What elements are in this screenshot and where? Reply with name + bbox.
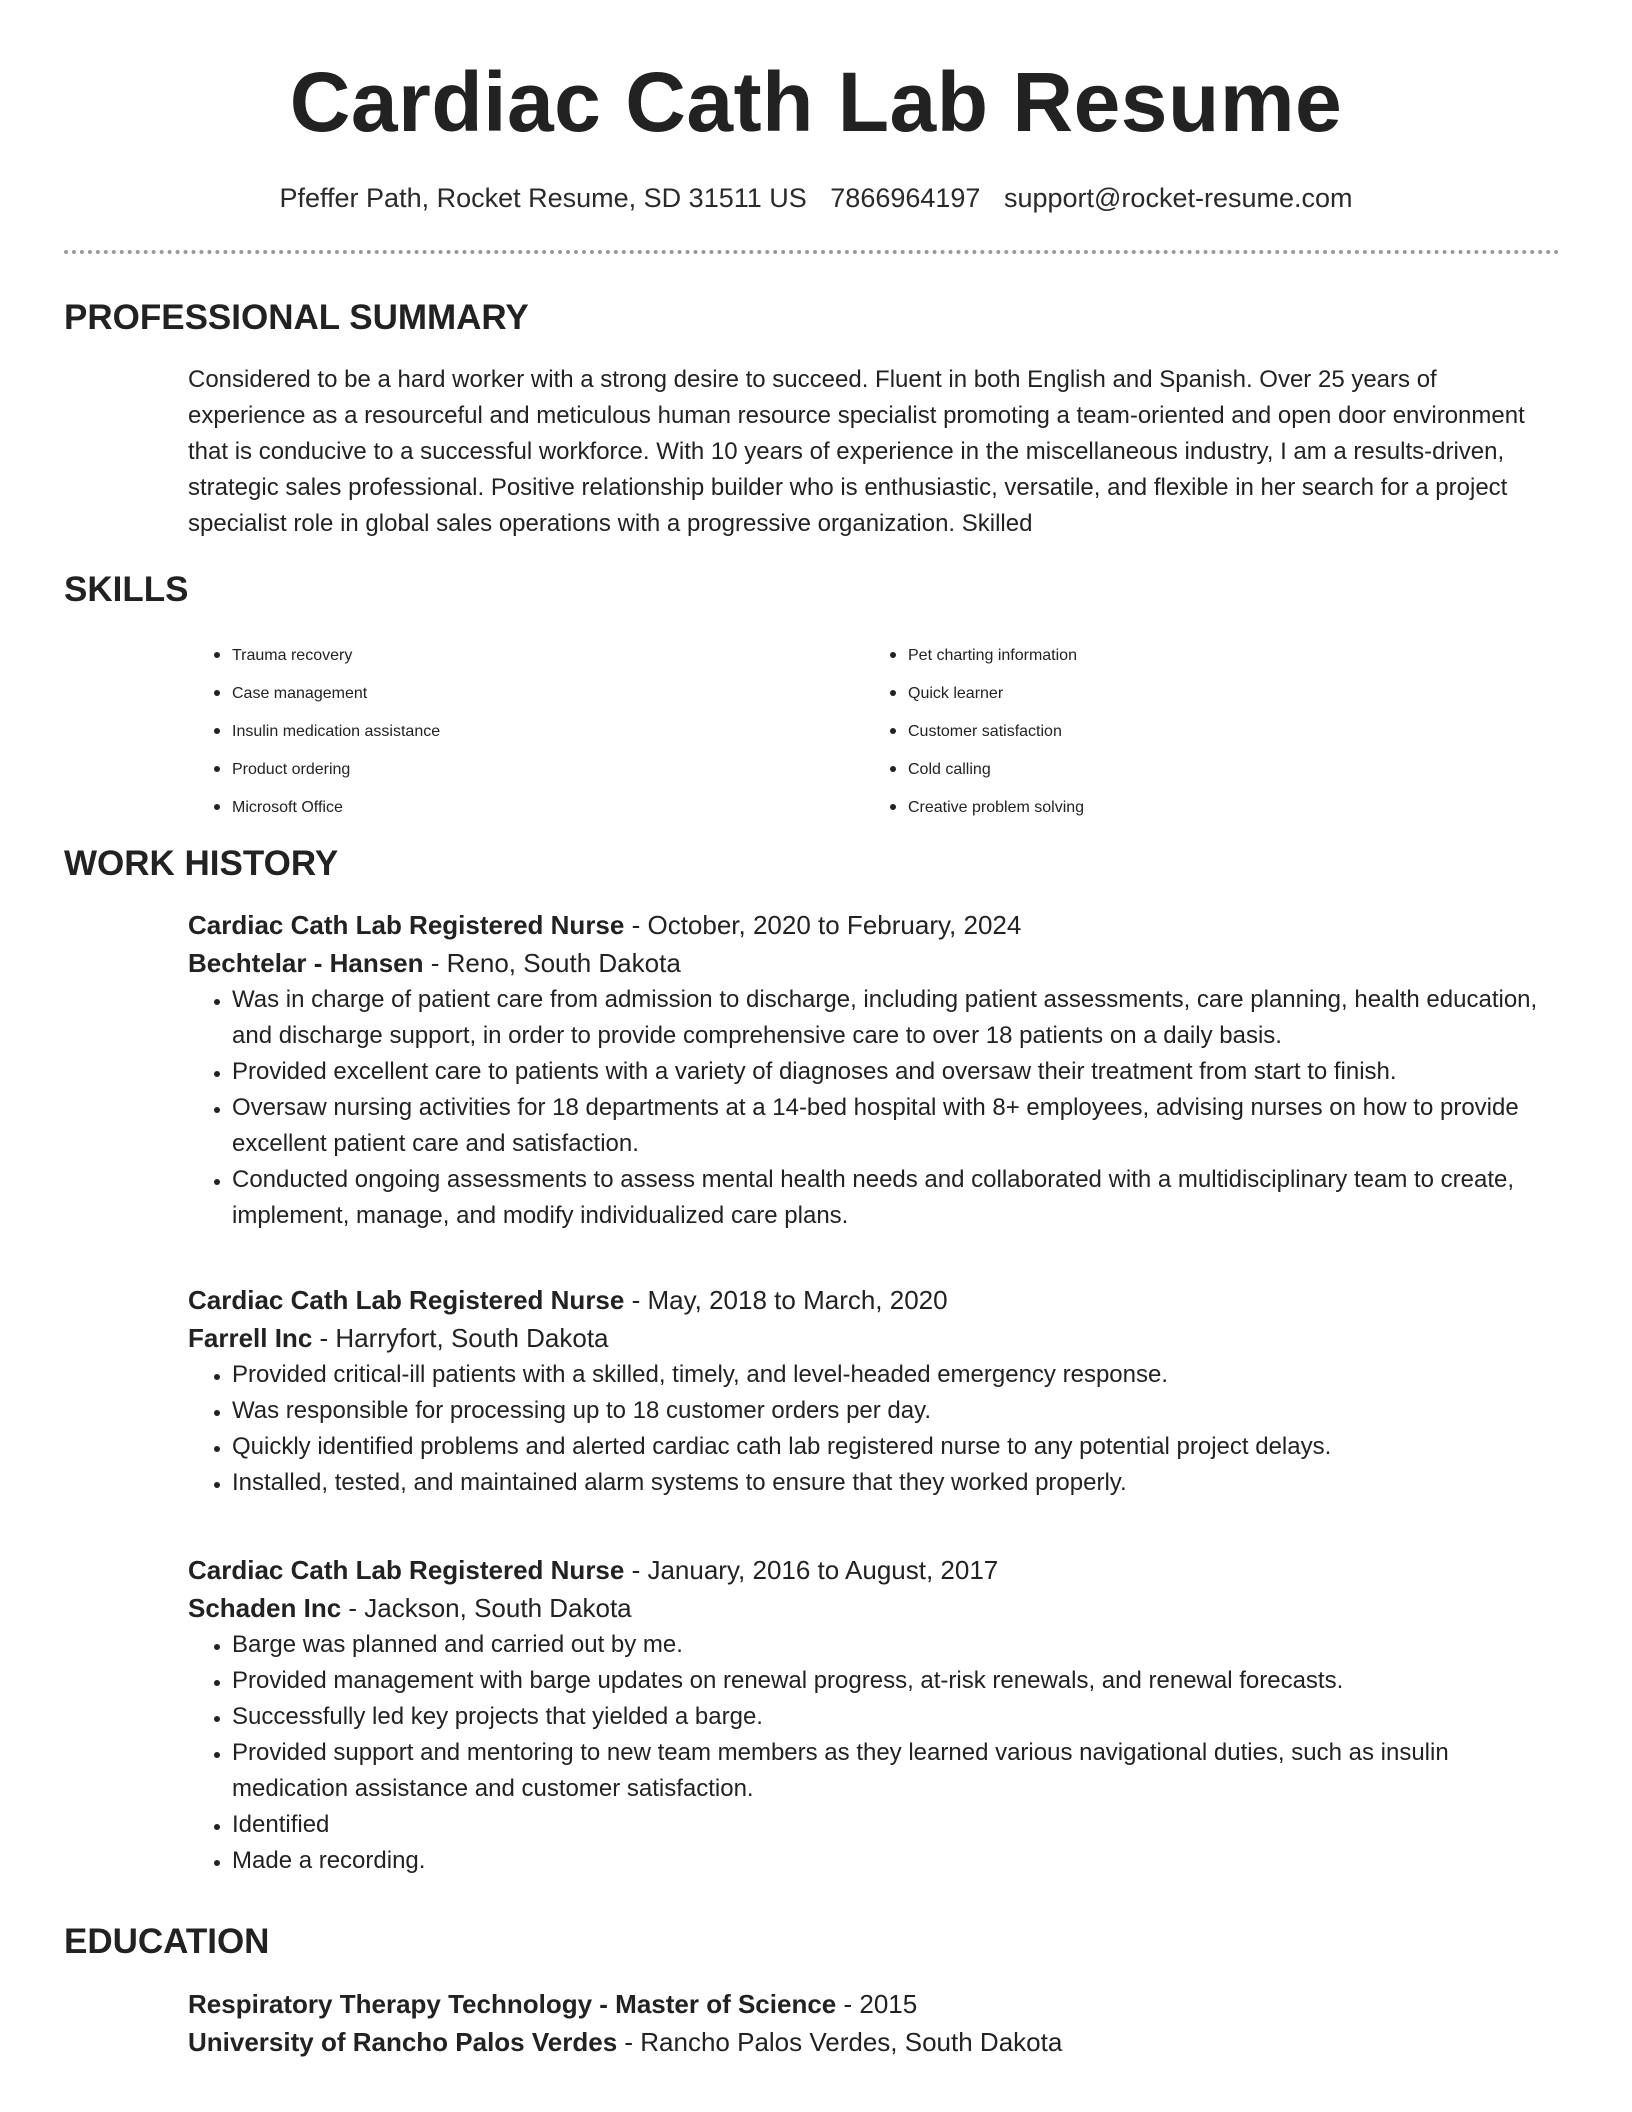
duty-item: • Barge was planned and carried out by me. xyxy=(232,1627,1560,1663)
job-company-line xyxy=(188,1319,1560,1357)
job-duties xyxy=(188,1627,1560,1879)
skills-list-right xyxy=(864,636,1548,826)
job-company-line xyxy=(188,1589,1560,1627)
duty-item: • Was responsible for processing up to 18 customer orders per day. xyxy=(232,1393,1560,1429)
job-duties xyxy=(188,1357,1560,1501)
job-role: Cardiac Cath Lab Registered Nurse xyxy=(188,1285,625,1315)
education-year: - 2015 xyxy=(836,1989,918,2019)
duty-item: • Made a recording. xyxy=(232,1843,1560,1879)
skill-item: • Pet charting information xyxy=(908,636,1548,674)
contact-email: support@rocket-resume.com xyxy=(1003,183,1353,213)
summary-text: Considered to be a hard worker with a strong desire to succeed. Fluent in both English and Spanish. Over 25 years of experience as a resourceful and meticulous human resource specialist promoting a team-oriented and open door environment that is conducive to a successful workforce. With 10 years of experience in the miscellaneous industry, I am a results-driven, strategic sales professional. Positive relationship builder who is enthusiastic, versatile, and flexible in her search for a project specialist role in global sales operations with a progressive organization. Skilled xyxy=(188,366,1525,537)
job-company: Bechtelar - Hansen xyxy=(188,948,424,978)
contact-phone: 7866964197 xyxy=(830,183,981,213)
education-degree-line xyxy=(188,1985,1560,2023)
header-divider xyxy=(64,250,1560,254)
duty-item: • Identified xyxy=(232,1807,1560,1843)
job-role: Cardiac Cath Lab Registered Nurse xyxy=(188,1555,625,1585)
duty-item: • Successfully led key projects that yielded a barge. xyxy=(232,1699,1560,1735)
education-degree: Respiratory Therapy Technology - Master of Science xyxy=(188,1989,837,2019)
job-entry xyxy=(188,1281,1560,1501)
job-title-line xyxy=(188,906,1560,944)
duty-item: • Was in charge of patient care from admission to discharge, including patient assessments, care planning, health education, and discharge support, in order to provide comprehensive care to over 18 patients on a daily basis. xyxy=(232,982,1560,1054)
job-location: - Reno, South Dakota xyxy=(423,948,681,978)
education-location: - Rancho Palos Verdes, South Dakota xyxy=(617,2027,1063,2057)
education-entry xyxy=(188,1985,1560,2061)
skill-item: • Product ordering xyxy=(232,750,872,788)
duty-item: • Conducted ongoing assessments to assess mental health needs and collaborated with a multidisciplinary team to create, implement, manage, and modify individualized care plans. xyxy=(232,1162,1560,1234)
job-title-line xyxy=(188,1281,1560,1319)
skill-item: • Creative problem solving xyxy=(908,788,1548,826)
education-school: University of Rancho Palos Verdes xyxy=(188,2027,618,2057)
contact-address: Pfeffer Path, Rocket Resume, SD 31511 US xyxy=(279,183,807,213)
skill-item: • Customer satisfaction xyxy=(908,712,1548,750)
duty-item: • Provided critical-ill patients with a skilled, timely, and level-headed emergency response. xyxy=(232,1357,1560,1393)
summary-section xyxy=(188,362,1560,542)
job-dates: - October, 2020 to February, 2024 xyxy=(624,910,1022,940)
skill-item: • Quick learner xyxy=(908,674,1548,712)
job-role: Cardiac Cath Lab Registered Nurse xyxy=(188,910,625,940)
skill-item: • Cold calling xyxy=(908,750,1548,788)
skill-item: • Case management xyxy=(232,674,872,712)
job-entry xyxy=(188,1551,1560,1879)
work-heading: WORK HISTORY xyxy=(64,844,339,883)
duty-item: • Provided management with barge updates on renewal progress, at-risk renewals, and renewal forecasts. xyxy=(232,1663,1560,1699)
job-title-line xyxy=(188,1551,1560,1589)
skills-list-left xyxy=(188,636,872,826)
job-dates: - May, 2018 to March, 2020 xyxy=(624,1285,948,1315)
job-location: - Harryfort, South Dakota xyxy=(312,1323,609,1353)
skills-heading: SKILLS xyxy=(64,570,189,609)
resume-title: Cardiac Cath Lab Resume xyxy=(289,55,1343,149)
job-company: Schaden Inc xyxy=(188,1593,342,1623)
job-company: Farrell Inc xyxy=(188,1323,313,1353)
job-company-line xyxy=(188,944,1560,982)
education-heading: EDUCATION xyxy=(64,1922,270,1961)
job-location: - Jackson, South Dakota xyxy=(341,1593,632,1623)
duty-item: • Quickly identified problems and alerted cardiac cath lab registered nurse to any potential project delays. xyxy=(232,1429,1560,1465)
skill-item: • Insulin medication assistance xyxy=(232,712,872,750)
skill-item: • Trauma recovery xyxy=(232,636,872,674)
duty-item: • Installed, tested, and maintained alarm systems to ensure that they worked properly. xyxy=(232,1465,1560,1501)
duty-item: • Oversaw nursing activities for 18 departments at a 14-bed hospital with 8+ employees, advising nurses on how to provide excellent patient care and satisfaction. xyxy=(232,1090,1560,1162)
job-dates: - January, 2016 to August, 2017 xyxy=(624,1555,999,1585)
education-school-line xyxy=(188,2023,1560,2061)
duty-item: • Provided support and mentoring to new team members as they learned various navigational duties, such as insulin medication assistance and customer satisfaction. xyxy=(232,1735,1560,1807)
contact-line xyxy=(0,180,1632,216)
skill-item: • Microsoft Office xyxy=(232,788,872,826)
job-entry xyxy=(188,906,1560,1234)
summary-heading: PROFESSIONAL SUMMARY xyxy=(64,298,529,337)
job-duties xyxy=(188,982,1560,1234)
duty-item: • Provided excellent care to patients with a variety of diagnoses and oversaw their treatment from start to finish. xyxy=(232,1054,1560,1090)
